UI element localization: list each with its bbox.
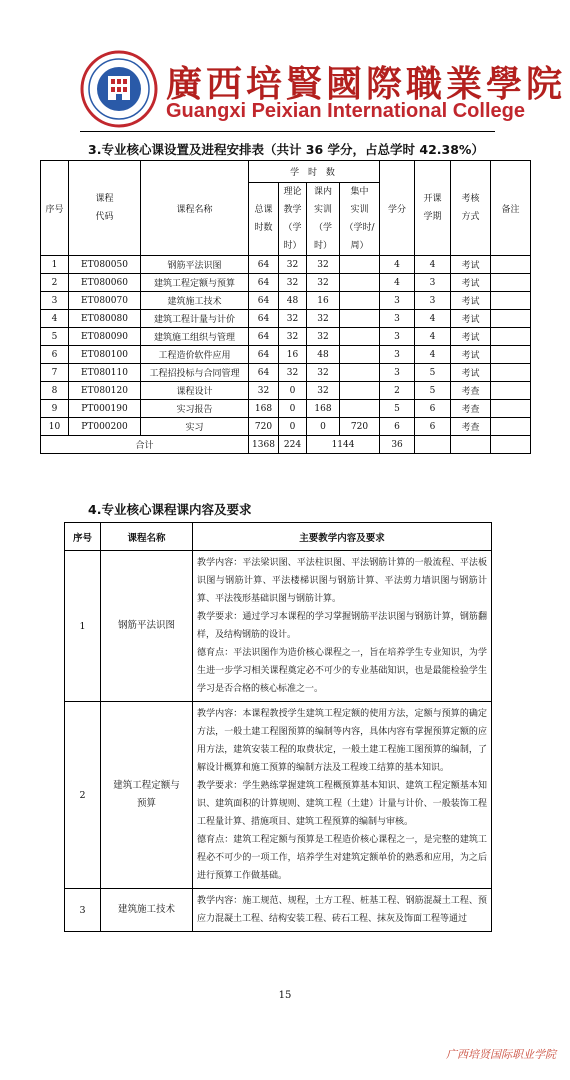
table-row xyxy=(41,364,531,382)
cell-theory: 16 xyxy=(279,346,307,364)
cell-no: 2 xyxy=(41,274,69,292)
table-row xyxy=(65,702,492,889)
core-course-schedule-table xyxy=(40,160,531,454)
cell-remark xyxy=(491,400,531,418)
cell-conc xyxy=(340,328,380,346)
table-row xyxy=(65,551,492,702)
content-paragraph: 教学内容：施工规范、规程，土方工程、桩基工程、钢筋混凝土工程、预应力混凝土工程、结构安装工程、砖石工程、抹灰及饰面工程等通过 xyxy=(197,896,487,924)
header-remark: 备注 xyxy=(491,161,531,256)
total-label: 合计 xyxy=(41,436,249,454)
footer-watermark: 广西培贤国际职业学院 xyxy=(446,1048,556,1061)
section4-title: 4.专业核心课程课内容及要求 xyxy=(88,502,252,517)
total-theory: 224 xyxy=(279,436,307,454)
cell-conc xyxy=(340,346,380,364)
cell-assess: 考查 xyxy=(451,400,491,418)
cell-assess: 考试 xyxy=(451,274,491,292)
cell-theory: 48 xyxy=(279,292,307,310)
cell-no: 7 xyxy=(41,364,69,382)
header-concentrated: 集中 实训 （学时/ 周） xyxy=(340,183,380,256)
cell-practice: 32 xyxy=(307,274,340,292)
cell-code: ET080070 xyxy=(69,292,141,310)
cell-practice: 0 xyxy=(307,418,340,436)
cell-practice: 16 xyxy=(307,292,340,310)
cell-name: 建筑施工技术 xyxy=(141,292,249,310)
cell-no: 3 xyxy=(65,889,101,932)
cell-practice: 32 xyxy=(307,256,340,274)
header-content: 主要教学内容及要求 xyxy=(193,523,492,551)
content-paragraph: 教学要求：通过学习本课程的学习掌握钢筋平法识图与钢筋计算，钢筋翻样，及结构钢筋的设计。 xyxy=(197,612,487,640)
table-row xyxy=(41,382,531,400)
cell-theory: 0 xyxy=(279,418,307,436)
header-course-name: 课程名称 xyxy=(101,523,193,551)
cell-remark xyxy=(491,364,531,382)
cell-credit: 3 xyxy=(380,364,415,382)
cell-sem: 6 xyxy=(415,418,451,436)
cell-no: 3 xyxy=(41,292,69,310)
table-row xyxy=(41,346,531,364)
cell-code: ET080060 xyxy=(69,274,141,292)
cell-assess: 考试 xyxy=(451,364,491,382)
cell-no: 4 xyxy=(41,310,69,328)
school-name-cn: 廣西培賢國際職業學院 xyxy=(166,63,567,105)
cell-name: 建筑工程计量与计价 xyxy=(141,310,249,328)
cell-course-name: 建筑工程定额与预算 xyxy=(101,702,193,889)
cell-name: 建筑施工组织与管理 xyxy=(141,328,249,346)
cell-no: 6 xyxy=(41,346,69,364)
cell-no: 9 xyxy=(41,400,69,418)
cell-remark xyxy=(491,292,531,310)
cell-name: 工程造价软件应用 xyxy=(141,346,249,364)
cell-conc xyxy=(340,274,380,292)
cell-credit: 3 xyxy=(380,310,415,328)
cell-remark xyxy=(491,274,531,292)
cell-credit: 3 xyxy=(380,346,415,364)
cell-sem: 4 xyxy=(415,256,451,274)
cell-course-name: 建筑施工技术 xyxy=(101,889,193,932)
total-hours: 1368 xyxy=(249,436,279,454)
header-credit: 学分 xyxy=(380,161,415,256)
college-logo-icon xyxy=(80,50,158,128)
header-no: 序号 xyxy=(65,523,101,551)
cell-total: 720 xyxy=(249,418,279,436)
content-paragraph: 德育点：建筑工程定额与预算是工程造价核心课程之一，是完整的建筑工程必不可少的一项工作，培养学生对建筑定额单价的熟悉和应用，为之后进行预算工作做基础。 xyxy=(197,835,487,881)
cell-name: 钢筋平法识图 xyxy=(141,256,249,274)
cell-remark xyxy=(491,328,531,346)
cell-sem: 3 xyxy=(415,274,451,292)
cell-conc xyxy=(340,364,380,382)
cell-total: 64 xyxy=(249,346,279,364)
cell-total: 168 xyxy=(249,400,279,418)
cell-theory: 0 xyxy=(279,400,307,418)
content-paragraph: 教学内容：平法梁识图、平法柱识图、平法钢筋计算的一般流程、平法板识图与钢筋计算、平法楼梯识图与钢筋计算、平法剪力墙识图与钢筋计算、平法筏形基础识图与钢筋计算。 xyxy=(197,558,487,604)
cell-sem: 3 xyxy=(415,292,451,310)
cell-sem: 5 xyxy=(415,382,451,400)
cell-theory: 0 xyxy=(279,382,307,400)
cell-no: 1 xyxy=(41,256,69,274)
cell-practice: 48 xyxy=(307,346,340,364)
cell-total: 64 xyxy=(249,364,279,382)
core-course-content-table xyxy=(64,522,492,932)
cell-total: 64 xyxy=(249,328,279,346)
cell-no: 5 xyxy=(41,328,69,346)
table-row xyxy=(41,328,531,346)
total-credit: 36 xyxy=(380,436,415,454)
cell-conc xyxy=(340,382,380,400)
cell-name: 课程设计 xyxy=(141,382,249,400)
cell-total: 64 xyxy=(249,274,279,292)
cell-credit: 4 xyxy=(380,256,415,274)
cell-total: 64 xyxy=(249,256,279,274)
cell-code: ET080120 xyxy=(69,382,141,400)
cell-no: 8 xyxy=(41,382,69,400)
cell-assess: 考试 xyxy=(451,292,491,310)
cell-remark xyxy=(491,256,531,274)
header-practice: 课内 实训 （学 时） xyxy=(307,183,340,256)
cell-code: ET080110 xyxy=(69,364,141,382)
table-row xyxy=(41,256,531,274)
cell-assess: 考查 xyxy=(451,418,491,436)
cell-assess: 考试 xyxy=(451,310,491,328)
cell-content xyxy=(193,889,492,932)
cell-conc xyxy=(340,400,380,418)
header-name: 课程名称 xyxy=(141,161,249,256)
cell-credit: 4 xyxy=(380,274,415,292)
cell-theory: 32 xyxy=(279,364,307,382)
header-assessment: 考核 方式 xyxy=(451,161,491,256)
cell-content xyxy=(193,702,492,889)
cell-credit: 3 xyxy=(380,292,415,310)
cell-name: 实习报告 xyxy=(141,400,249,418)
cell-remark xyxy=(491,310,531,328)
school-name-en: Guangxi Peixian International College xyxy=(166,100,525,122)
cell-course-name: 钢筋平法识图 xyxy=(101,551,193,702)
cell-code: PT000200 xyxy=(69,418,141,436)
cell-theory: 32 xyxy=(279,328,307,346)
content-paragraph: 教学内容：本课程教授学生建筑工程定额的使用方法，定额与预算的确定方法，一般土建工程图预算的编制等内容，具体内容有掌握预算定额的应用方法，建筑安装工程的取费状定，一般土建工程施工图预算的编制，了解设计概算和施工预算的编制方法及工程竣工结算的基本知识。 xyxy=(197,709,487,773)
cell-practice: 32 xyxy=(307,364,340,382)
document-header xyxy=(80,50,567,130)
cell-remark xyxy=(491,418,531,436)
table-row xyxy=(65,889,492,932)
cell-name: 建筑工程定额与预算 xyxy=(141,274,249,292)
content-paragraph: 教学要求：学生熟练掌握建筑工程概预算基本知识、建筑工程定额基本知识、建筑面积的计算规则、建筑工程（土建）计量与计价、一般装饰工程工程量计算、措施项目、建筑工程预算的编制与审核。 xyxy=(197,781,487,827)
cell-name: 实习 xyxy=(141,418,249,436)
cell-code: ET080100 xyxy=(69,346,141,364)
cell-code: ET080050 xyxy=(69,256,141,274)
cell-credit: 5 xyxy=(380,400,415,418)
cell-theory: 32 xyxy=(279,256,307,274)
table-row xyxy=(41,292,531,310)
header-total: 总课 时数 xyxy=(249,183,279,256)
content-paragraph: 德育点：平法识图作为造价核心课程之一，旨在培养学生专业知识，为学生进一步学习相关课程奠定必不可少的专业基础知识，也是最能检验学生学习是否合格的核心标准之一。 xyxy=(197,648,487,694)
cell-code: PT000190 xyxy=(69,400,141,418)
cell-credit: 6 xyxy=(380,418,415,436)
cell-practice: 168 xyxy=(307,400,340,418)
cell-theory: 32 xyxy=(279,274,307,292)
cell-sem: 4 xyxy=(415,328,451,346)
cell-code: ET080080 xyxy=(69,310,141,328)
header-index: 序号 xyxy=(41,161,69,256)
cell-assess: 考查 xyxy=(451,382,491,400)
cell-credit: 2 xyxy=(380,382,415,400)
cell-conc: 720 xyxy=(340,418,380,436)
header-theory: 理论 教学 （学 时） xyxy=(279,183,307,256)
header-code: 课程 代码 xyxy=(69,161,141,256)
table-row xyxy=(41,400,531,418)
table-row xyxy=(41,274,531,292)
cell-sem: 6 xyxy=(415,400,451,418)
cell-practice: 32 xyxy=(307,382,340,400)
cell-no: 10 xyxy=(41,418,69,436)
cell-theory: 32 xyxy=(279,310,307,328)
cell-assess: 考试 xyxy=(451,346,491,364)
cell-total: 64 xyxy=(249,292,279,310)
header-hours-group: 学 时 数 xyxy=(249,161,380,183)
cell-content xyxy=(193,551,492,702)
cell-practice: 32 xyxy=(307,328,340,346)
cell-total: 32 xyxy=(249,382,279,400)
cell-sem: 4 xyxy=(415,310,451,328)
cell-assess: 考试 xyxy=(451,328,491,346)
cell-total: 64 xyxy=(249,310,279,328)
cell-conc xyxy=(340,310,380,328)
cell-conc xyxy=(340,256,380,274)
cell-credit: 3 xyxy=(380,328,415,346)
cell-sem: 4 xyxy=(415,346,451,364)
cell-practice: 32 xyxy=(307,310,340,328)
cell-name: 工程招投标与合同管理 xyxy=(141,364,249,382)
header-semester: 开课 学期 xyxy=(415,161,451,256)
cell-no: 1 xyxy=(65,551,101,702)
total-practice-conc: 1144 xyxy=(307,436,380,454)
cell-no: 2 xyxy=(65,702,101,889)
cell-sem: 5 xyxy=(415,364,451,382)
cell-conc xyxy=(340,292,380,310)
cell-assess: 考试 xyxy=(451,256,491,274)
section3-title: 3.专业核心课设置及进程安排表（共计 36 学分，占总学时 42.38%） xyxy=(88,142,484,157)
cell-remark xyxy=(491,382,531,400)
table-row xyxy=(41,418,531,436)
table-row xyxy=(41,310,531,328)
header-divider xyxy=(80,131,495,132)
cell-code: ET080090 xyxy=(69,328,141,346)
cell-remark xyxy=(491,346,531,364)
page-number: 15 xyxy=(278,990,292,1001)
